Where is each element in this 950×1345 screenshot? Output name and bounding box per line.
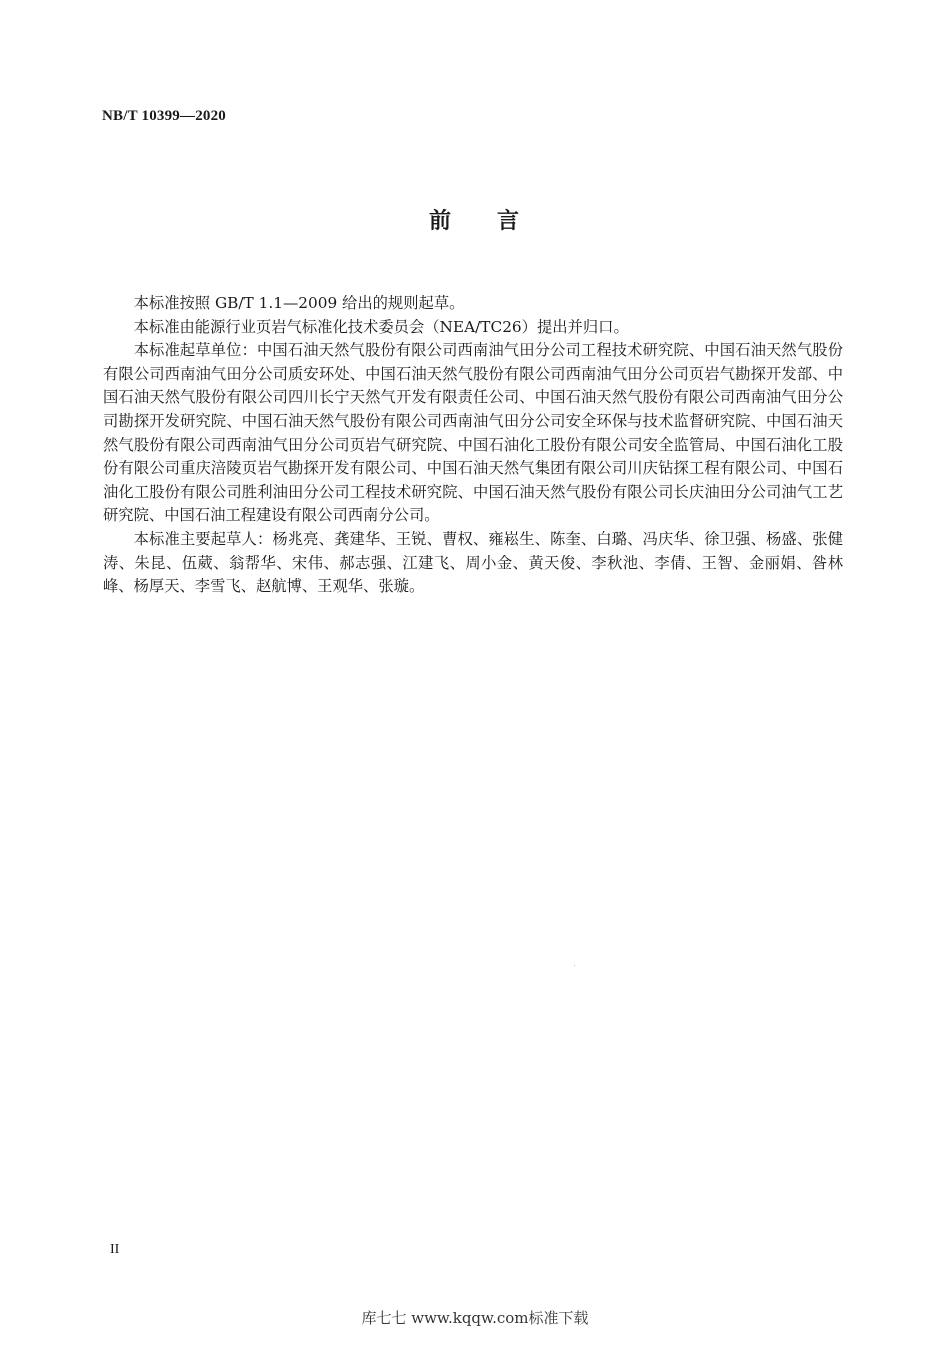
- scan-speck: [574, 965, 575, 966]
- preface-body: [103, 292, 843, 599]
- footer-watermark: 库七七 www.kqqw.com标准下载: [361, 1309, 589, 1327]
- paragraph-drafting-units: 本标准起草单位：中国石油天然气股份有限公司西南油气田分公司工程技术研究院、中国石油天然气股份有限公司西南油气田分公司质安环处、中国石油天然气股份有限公司西南油气田分公司页岩气勘探开发部、中国石油天然气股份有限公司四川长宁天然气开发有限责任公司、中国石油天然气股份有限公司西南油气田分公司勘探开发研究院、中国石油天然气股份有限公司西南油气田分公司安全环保与技术监督研究院、中国石油天然气股份有限公司西南油气田分公司页岩气研究院、中国石油化工股份有限公司安全监管局、中国石油化工股份有限公司重庆涪陵页岩气勘探开发有限公司、中国石油天然气集团有限公司川庆钻探工程有限公司、中国石油化工股份有限公司胜利油田分公司工程技术研究院、中国石油天然气股份有限公司长庆油田分公司油气工艺研究院、中国石油工程建设有限公司西南分公司。: [103, 341, 843, 525]
- page-title: [0, 204, 950, 235]
- paragraph-drafters: 本标准主要起草人：杨兆亮、龚建华、王锐、曹权、雍崧生、陈奎、白璐、冯庆华、徐卫强、杨盛、张健涛、朱昆、伍葳、翁帮华、宋伟、郝志强、江建飞、周小金、黄天俊、李秋池、李倩、王智、金丽娟、昝林峰、杨厚天、李雪飞、赵航博、王观华、张璇。: [103, 529, 843, 596]
- page-number: II: [110, 1242, 120, 1257]
- paragraph-drafting-rules: 本标准按照 GB/T 1.1—2009 给出的规则起草。: [133, 294, 465, 312]
- paragraph-proposer: 本标准由能源行业页岩气标准化技术委员会（NEA/TC26）提出并归口。: [133, 317, 629, 336]
- title-char-1: 前: [428, 209, 453, 234]
- standard-code: NB/T 10399—2020: [102, 108, 226, 124]
- title-char-2: 言: [497, 209, 522, 234]
